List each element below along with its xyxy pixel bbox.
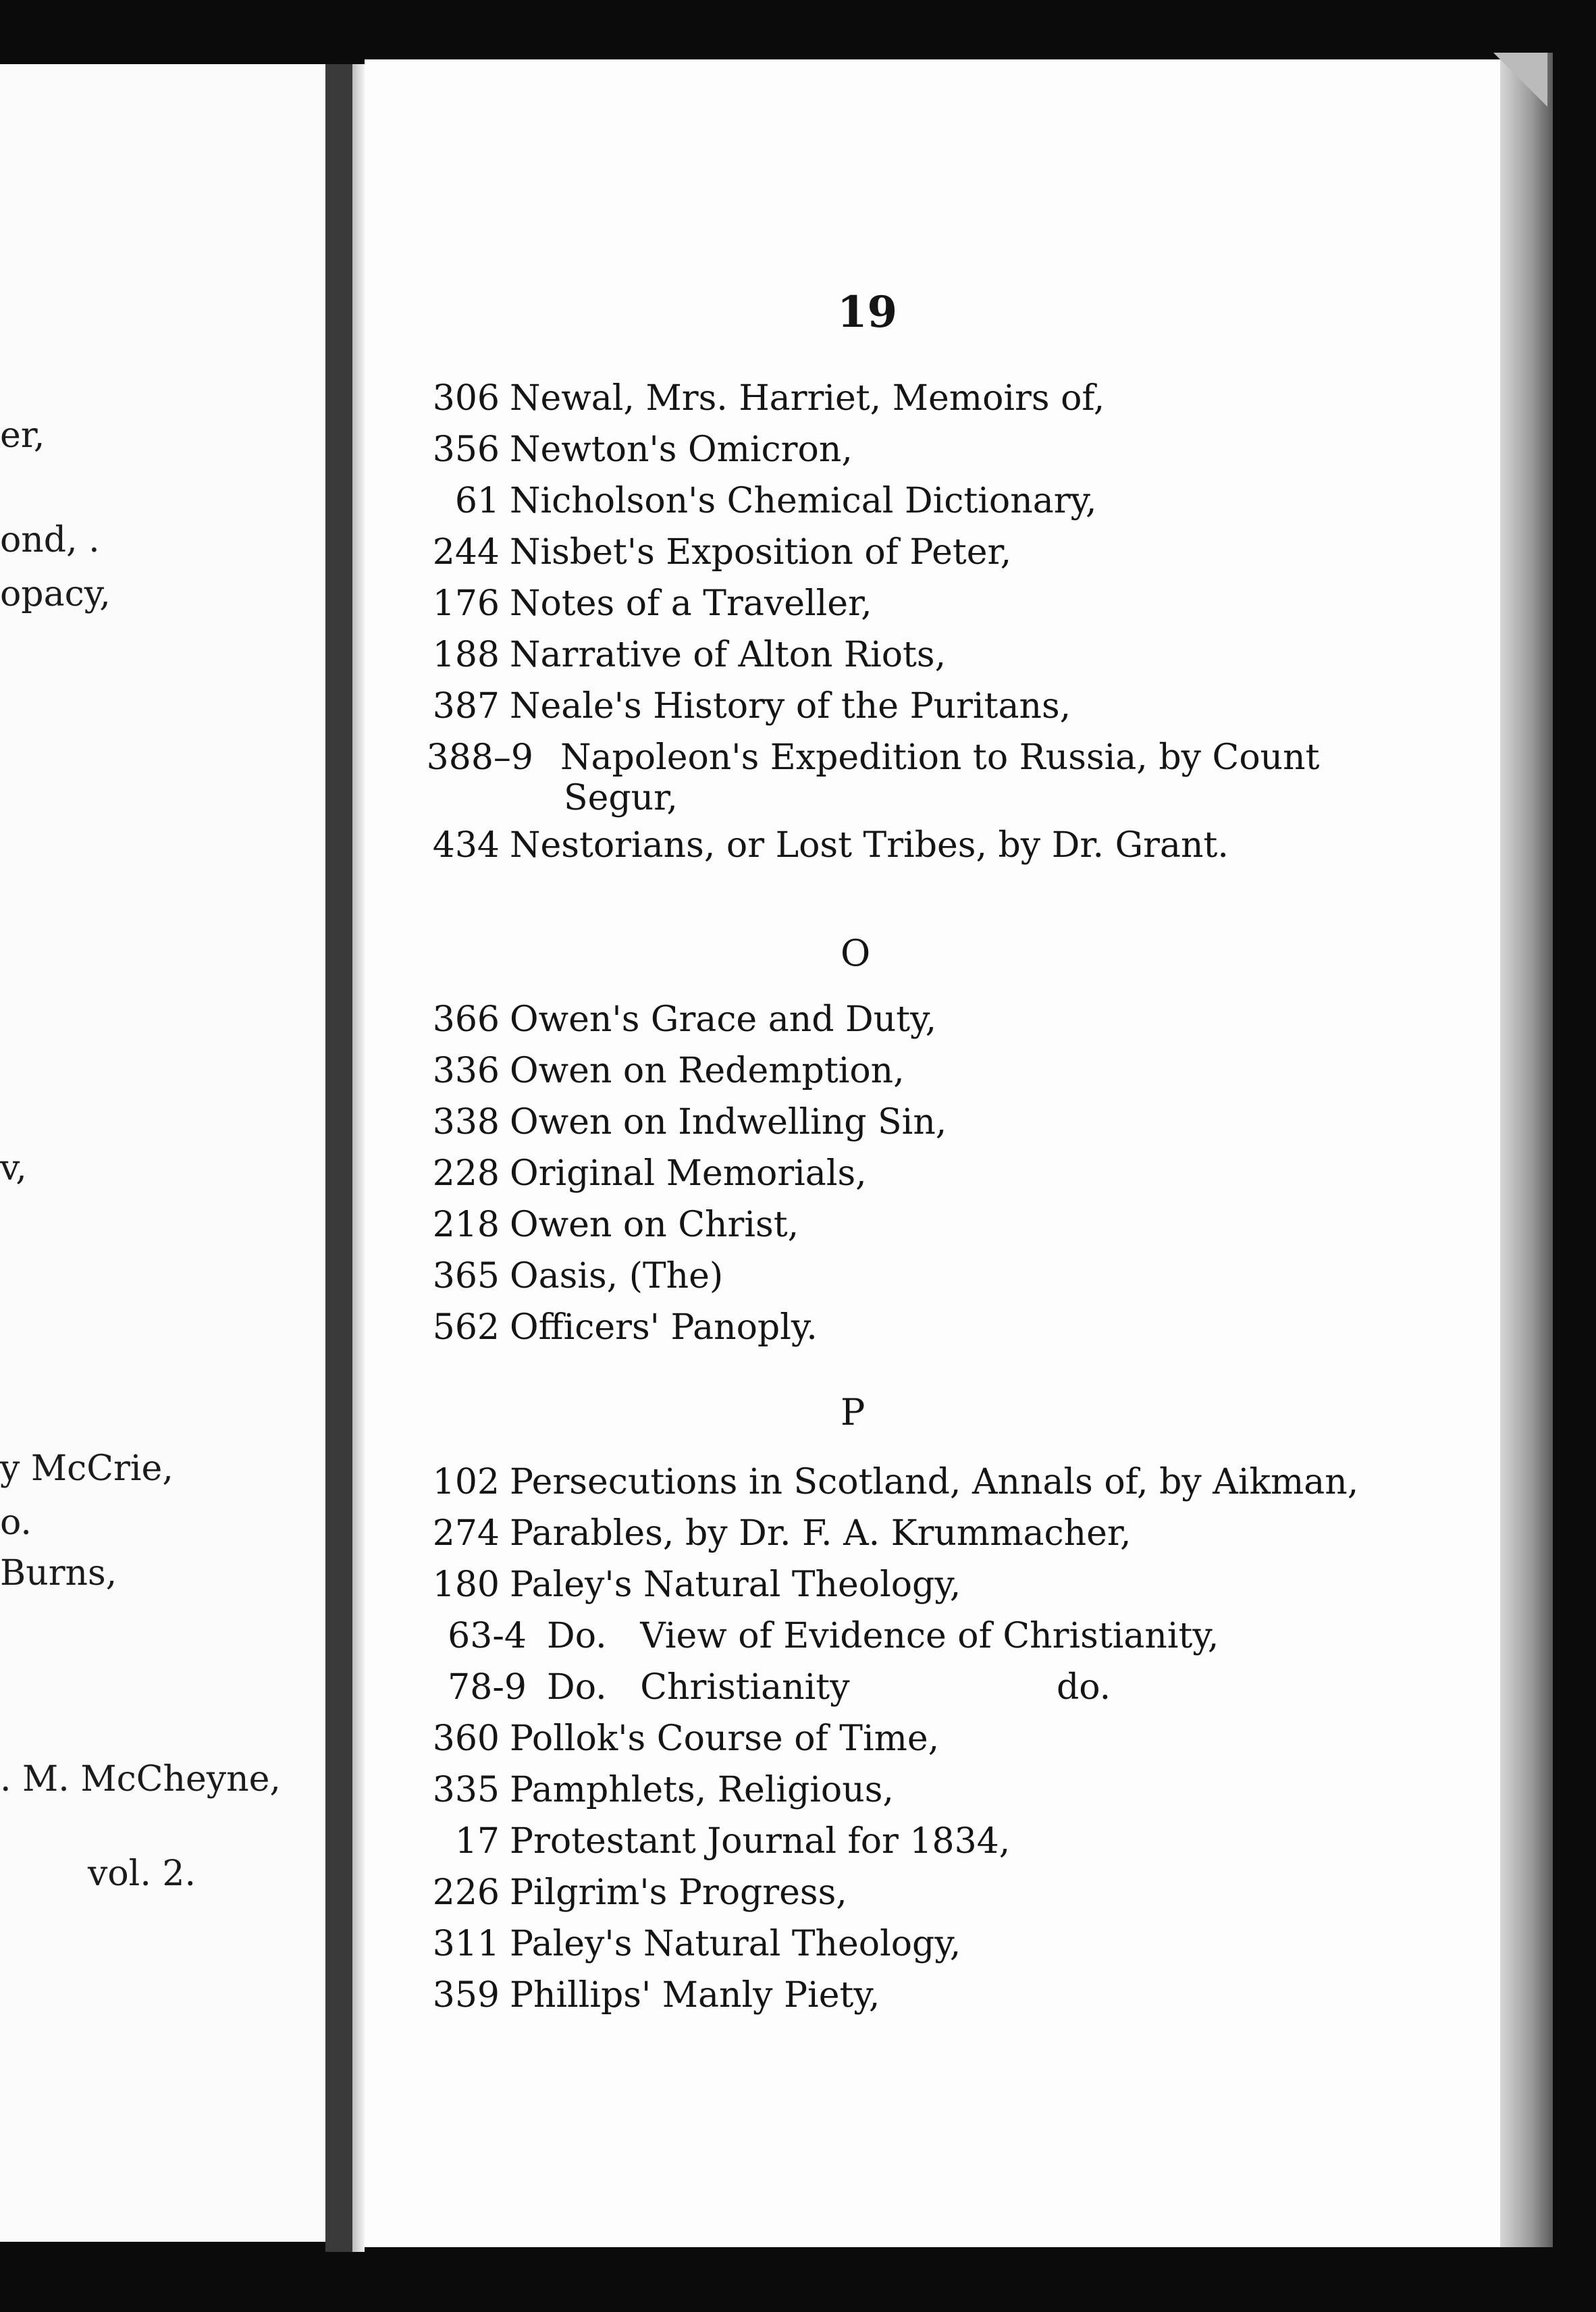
index-entry [419, 1718, 1431, 1770]
entry-title: Nisbet's Exposition of Peter, [510, 532, 1012, 573]
entry-title: Pamphlets, Religious, [510, 1770, 894, 1810]
entry-number: 306 [432, 378, 500, 419]
entry-number: 180 [432, 1565, 500, 1605]
entry-title: Owen on Redemption, [510, 1051, 905, 1091]
entry-title: Neale's History of the Puritans, [510, 686, 1071, 727]
entry-title: Owen on Indwelling Sin, [510, 1102, 947, 1142]
entry-title: Officers' Panoply. [510, 1307, 818, 1348]
entry-number: 356 [432, 429, 500, 470]
entry-title: Persecutions in Scotland, Annals of, by Aikman, [510, 1462, 1359, 1502]
index-entry [419, 1051, 1431, 1102]
section-letter-p: P [841, 1391, 866, 1434]
entry-title: Nestorians, or Lost Tribes, by Dr. Grant. [510, 825, 1229, 866]
index-entry [419, 532, 1431, 583]
index-entry [419, 1667, 1431, 1718]
entry-number: 562 [432, 1307, 500, 1348]
index-list-o [419, 999, 1431, 1359]
book-gutter [325, 64, 352, 2252]
entry-number: 311 [432, 1924, 500, 1964]
index-entry [419, 481, 1431, 532]
index-entry [419, 1616, 1431, 1667]
entry-number: 359 [432, 1975, 500, 2016]
entry-title: Napoleon's Expedition to Russia, by Count [560, 737, 1320, 778]
entry-title: Paley's Natural Theology, [510, 1565, 961, 1605]
entry-title: Pollok's Course of Time, [510, 1718, 940, 1759]
left-fragment: vol. 2. [88, 1854, 196, 1894]
entry-number: 336 [432, 1051, 500, 1091]
entry-number: 17 [454, 1821, 500, 1862]
index-entry [419, 1924, 1431, 1975]
entry-ditto: do. [1057, 1667, 1111, 1708]
left-fragment: opacy, [0, 574, 111, 614]
entry-number: 338 [432, 1102, 500, 1142]
left-fragment: v, [0, 1148, 27, 1188]
index-entry [419, 999, 1431, 1051]
entry-title: Original Memorials, [510, 1153, 867, 1194]
entry-number: 366 [432, 999, 500, 1040]
entry-title: Parables, by Dr. F. A. Krummacher, [510, 1513, 1132, 1554]
index-entry [419, 686, 1431, 737]
index-entry [419, 1565, 1431, 1616]
index-entry [419, 1821, 1431, 1872]
entry-number: 274 [432, 1513, 500, 1554]
left-fragment: o. [0, 1502, 32, 1543]
page-corner-fold [1493, 53, 1547, 107]
index-entry [419, 1256, 1431, 1307]
section-letter-o: O [841, 932, 871, 974]
entry-title: Paley's Natural Theology, [510, 1924, 961, 1964]
left-fragment: Burns, [0, 1553, 117, 1594]
entry-number: 387 [432, 686, 500, 727]
entry-number: 335 [432, 1770, 500, 1810]
index-entry [419, 1770, 1431, 1821]
entry-title-continuation: Segur, [564, 778, 678, 818]
entry-number: 388–9 [426, 737, 533, 778]
index-list-n [419, 378, 1431, 876]
entry-title: Newton's Omicron, [510, 429, 853, 470]
entry-number: 228 [432, 1153, 500, 1194]
entry-number: 78-9 [448, 1667, 527, 1708]
entry-number: 360 [432, 1718, 500, 1759]
index-entry [419, 1307, 1431, 1359]
entry-title: Narrative of Alton Riots, [510, 635, 947, 675]
entry-title: Do. Christianity [547, 1667, 850, 1708]
entry-title: Newal, Mrs. Harriet, Memoirs of, [510, 378, 1105, 419]
index-entry [419, 583, 1431, 635]
index-entry [419, 1205, 1431, 1256]
entry-number: 102 [432, 1462, 500, 1502]
left-fragment: er, [0, 415, 45, 456]
left-fragment: y McCrie, [0, 1448, 174, 1489]
entry-title: Oasis, (The) [510, 1256, 724, 1296]
entry-title: Owen's Grace and Duty, [510, 999, 937, 1040]
index-entry [419, 429, 1431, 481]
index-entry [419, 378, 1431, 429]
index-entry [419, 1975, 1431, 2026]
entry-title: Owen on Christ, [510, 1205, 799, 1245]
entry-title: Phillips' Manly Piety, [510, 1975, 880, 2016]
page-edge [1500, 53, 1553, 2247]
left-page [0, 64, 325, 2242]
index-entry [419, 1872, 1431, 1924]
page-number: 19 [837, 287, 898, 338]
left-fragment: ond, . [0, 520, 100, 560]
entry-number: 434 [432, 825, 500, 866]
entry-number: 244 [432, 532, 500, 573]
entry-number: 176 [432, 583, 500, 624]
entry-title: Protestant Journal for 1834, [510, 1821, 1011, 1862]
entry-title: Pilgrim's Progress, [510, 1872, 847, 1913]
entry-number: 61 [454, 481, 500, 521]
gutter-shadow [352, 64, 365, 2252]
index-list-p [419, 1462, 1431, 2026]
entry-title: Nicholson's Chemical Dictionary, [510, 481, 1097, 521]
index-entry [419, 825, 1431, 876]
entry-title: Do. View of Evidence of Christianity, [547, 1616, 1219, 1656]
index-entry [419, 1153, 1431, 1205]
entry-number: 365 [432, 1256, 500, 1296]
entry-number: 218 [432, 1205, 500, 1245]
index-entry [419, 1513, 1431, 1565]
entry-title: Notes of a Traveller, [510, 583, 872, 624]
index-entry [419, 737, 1431, 825]
index-entry [419, 635, 1431, 686]
entry-number: 63-4 [448, 1616, 527, 1656]
entry-number: 188 [432, 635, 500, 675]
index-entry [419, 1462, 1431, 1513]
index-entry [419, 1102, 1431, 1153]
left-fragment: . M. McCheyne, [0, 1759, 281, 1799]
entry-number: 226 [432, 1872, 500, 1913]
